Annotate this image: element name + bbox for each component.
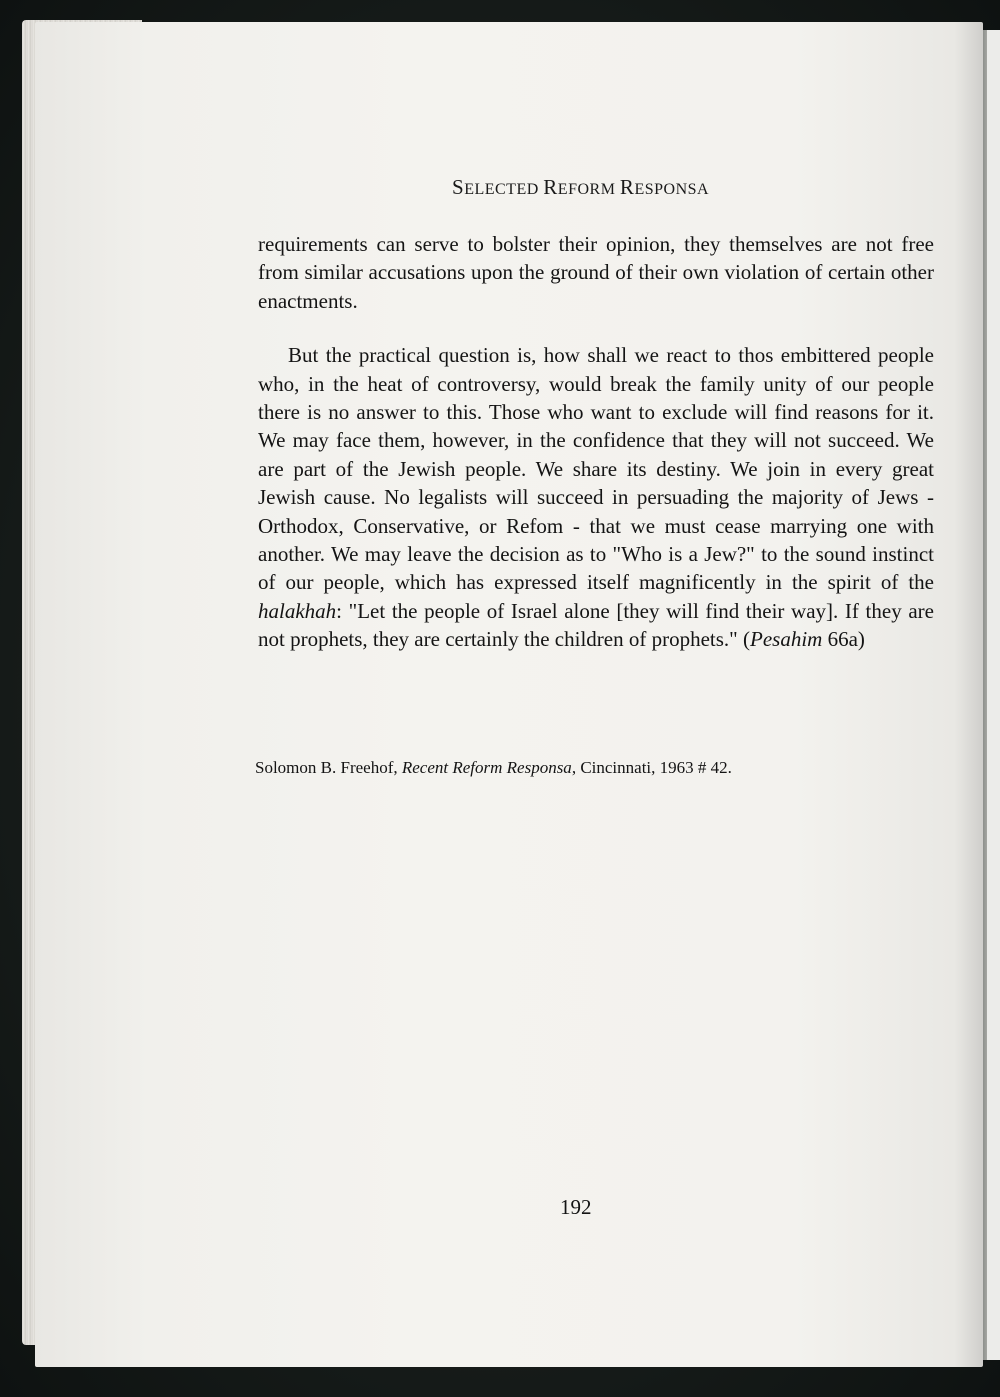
citation-publication: , Cincinnati, 1963 # 42. bbox=[571, 758, 732, 777]
source-pesahim: Pesahim bbox=[750, 627, 823, 652]
paragraph-2 bbox=[258, 341, 934, 653]
citation-book-title: Recent Reform Responsa bbox=[401, 758, 572, 777]
running-head: SELECTED REFORM RESPONSA bbox=[452, 175, 710, 199]
paragraph-2-text-b: : "Let the people of Israel alone [they will find their way]. If they are not prophets, they are certainly the children of prophets." ( bbox=[258, 598, 934, 652]
paragraph-1: requirements can serve to bolster their opinion, they themselves are not free from similar accusations upon the ground of their own violation of certain other enactments. bbox=[258, 232, 934, 313]
citation bbox=[255, 758, 935, 778]
adjacent-page bbox=[987, 30, 1000, 1360]
paragraph-2-text-a: But the practical question is, how shall we react to thos embittered people who, in the heat of controversy, would break the family unity of our people there is no answer to this. Those who want to exclude will find reasons for it. We may face them, however, in the confidence that they will not succeed. We are part of the Jewish people. We share its destiny. We join in every great Jewish cause. No legalists will succeed in persuading the majority of Jews - Orthodox, Conservative, or Refom - that we must cease marrying one with another. We may leave the decision as to "Who is a Jew?" to the sound instinct of our people, which has expressed itself magnificently in the spirit of the bbox=[258, 343, 934, 595]
page-number: 192 bbox=[560, 1195, 592, 1219]
body-text bbox=[258, 230, 934, 654]
book-page bbox=[35, 22, 983, 1367]
citation-author: Solomon B. Freehof, bbox=[255, 758, 402, 777]
term-halakhah: halakhah bbox=[258, 598, 337, 623]
paragraph-2-text-c: 66a) bbox=[822, 627, 865, 652]
